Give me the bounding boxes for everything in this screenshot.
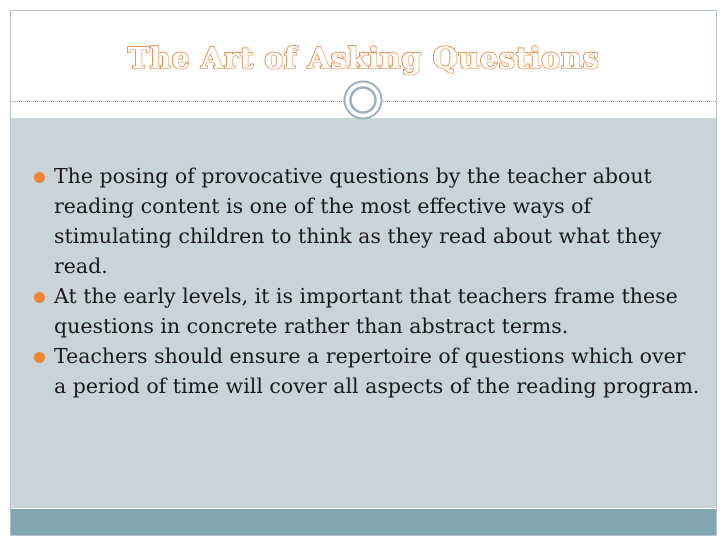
bullet-list <box>30 161 700 401</box>
bullet-dot-icon <box>34 292 45 303</box>
bullet-item <box>30 281 700 341</box>
slide-title: The Art of Asking Questions <box>127 41 600 75</box>
bullet-item <box>30 161 700 281</box>
footer-bar <box>11 509 716 535</box>
bullet-text: Teachers should ensure a repertoire of questions which over a period of time will cover all aspects of the reading program. <box>54 344 700 398</box>
bullet-item <box>30 341 700 401</box>
double-circle-ornament-icon <box>343 80 383 120</box>
content-area <box>11 118 716 508</box>
bullet-text: The posing of provocative questions by the teacher about reading content is one of the most effective ways of stimulating children to think as they read about what they read. <box>54 164 662 278</box>
bullet-text: At the early levels, it is important that teachers frame these questions in concrete rather than abstract terms. <box>54 284 678 338</box>
bullet-dot-icon <box>34 172 45 183</box>
bullet-dot-icon <box>34 352 45 363</box>
